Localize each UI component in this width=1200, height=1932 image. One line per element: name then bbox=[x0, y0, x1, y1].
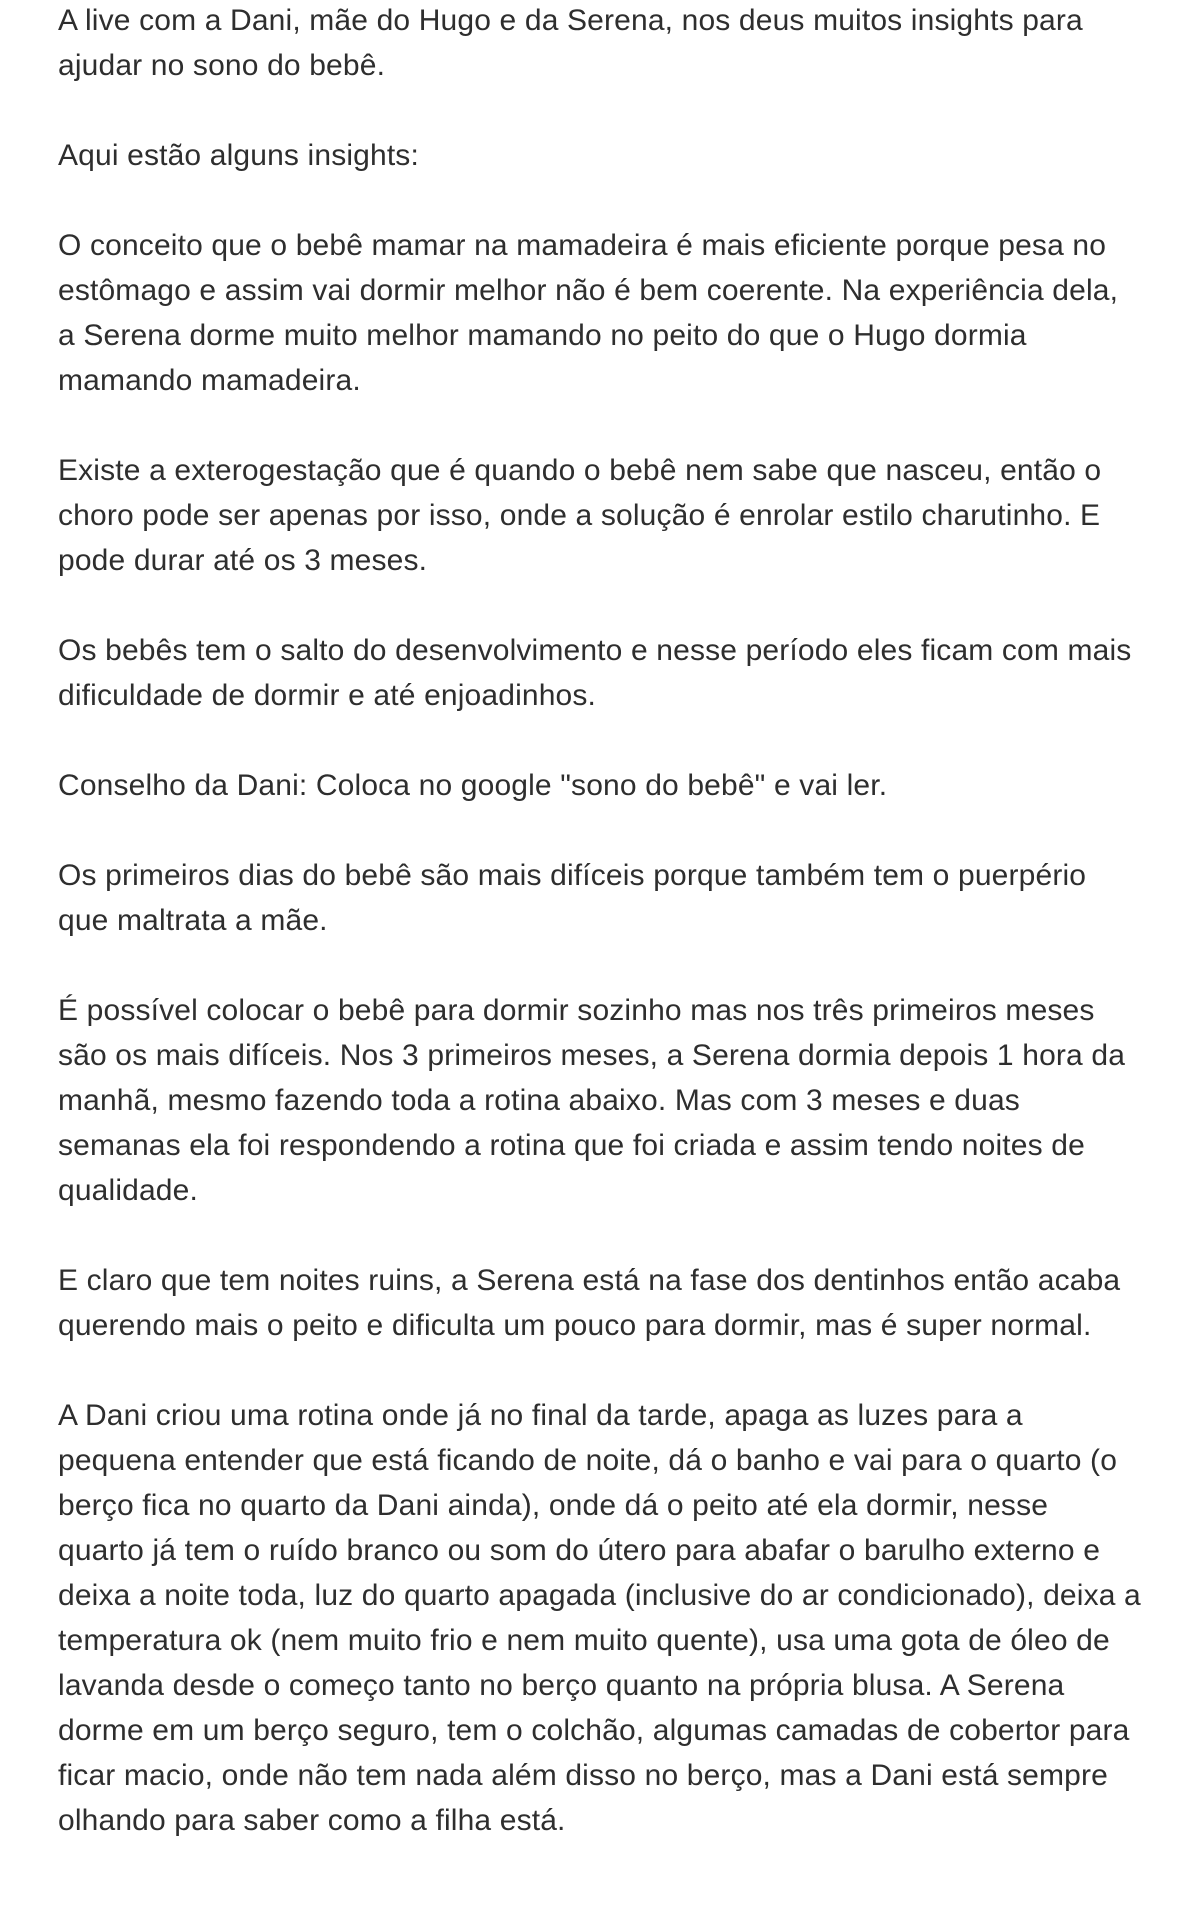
paragraph-primeiros-dias: Os primeiros dias do bebê são mais difíceis porque também tem o puerpério que maltrata a mãe. bbox=[58, 859, 1087, 937]
paragraph-conselho: Conselho da Dani: Coloca no google "sono do bebê" e vai ler. bbox=[58, 769, 888, 802]
paragraph-insights-heading: Aqui estão alguns insights: bbox=[58, 139, 419, 172]
paragraph-intro: A live com a Dani, mãe do Hugo e da Serena, nos deus muitos insights para ajudar no sono do bebê. bbox=[58, 4, 1083, 82]
paragraph-exterogestacao: Existe a exterogestação que é quando o bebê nem sabe que nasceu, então o choro pode ser apenas por isso, onde a solução é enrolar estilo charutinho. E pode durar até os 3 meses. bbox=[58, 454, 1102, 577]
document-body bbox=[58, 0, 1142, 1843]
paragraph-mamadeira: O conceito que o bebê mamar na mamadeira é mais eficiente porque pesa no estômago e assim vai dormir melhor não é bem coerente. Na experiência dela, a Serena dorme muito melhor mamando no peito do que o Hugo dormia mamando mamadeira. bbox=[58, 229, 1119, 397]
paragraph-dormir-sozinho: É possível colocar o bebê para dormir sozinho mas nos três primeiros meses são os mais difíceis. Nos 3 primeiros meses, a Serena dormia depois 1 hora da manhã, mesmo fazendo toda a rotina abaixo. Mas com 3 meses e duas semanas ela foi respondendo a rotina que foi criada e assim tendo noites de qualidade. bbox=[58, 994, 1126, 1207]
paragraph-salto: Os bebês tem o salto do desenvolvimento e nesse período eles ficam com mais dificuldade de dormir e até enjoadinhos. bbox=[58, 634, 1132, 712]
paragraph-rotina: A Dani criou uma rotina onde já no final da tarde, apaga as luzes para a pequena entender que está ficando de noite, dá o banho e vai para o quarto (o berço fica no quarto da Dani ainda), onde dá o peito até ela dormir, nesse quarto já tem o ruído branco ou som do útero para abafar o barulho externo e deixa a noite toda, luz do quarto apagada (inclusive do ar condicionado), deixa a temperatura ok (nem muito frio e nem muito quente), usa uma gota de óleo de lavanda desde o começo tanto no berço quanto na própria blusa. A Serena dorme em um berço seguro, tem o colchão, algumas camadas de cobertor para ficar macio, onde não tem nada além disso no berço, mas a Dani está sempre olhando para saber como a filha está. bbox=[58, 1399, 1141, 1837]
paragraph-noites-ruins: E claro que tem noites ruins, a Serena está na fase dos dentinhos então acaba querendo mais o peito e dificulta um pouco para dormir, mas é super normal. bbox=[58, 1264, 1121, 1342]
